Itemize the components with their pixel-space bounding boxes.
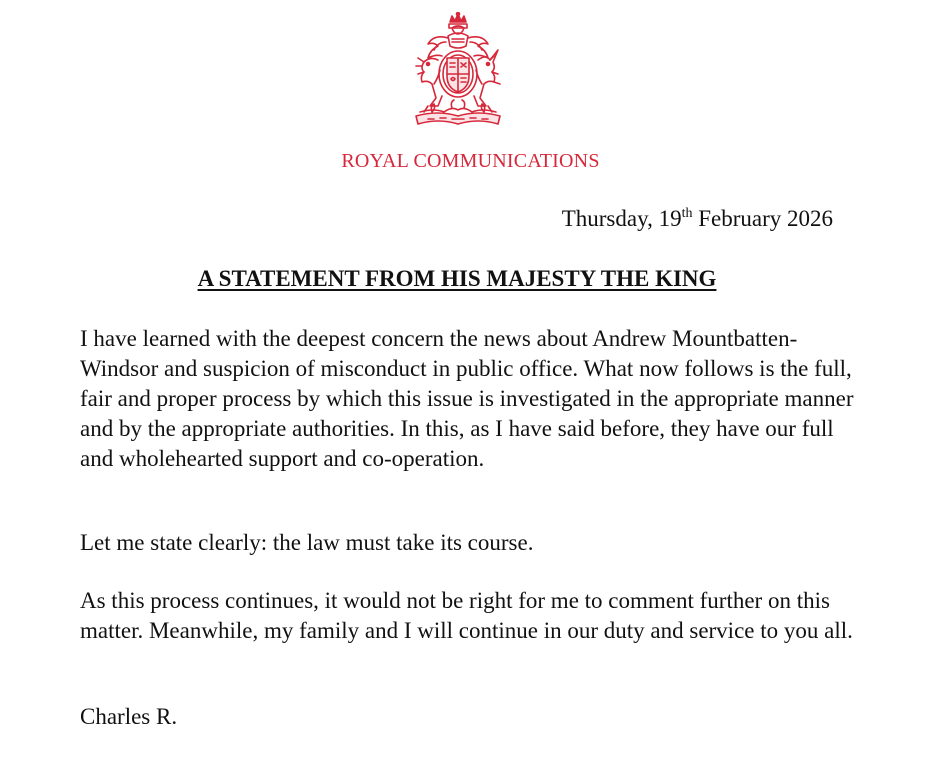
statement-paragraph: As this process continues, it would not be right for me to comment further on this matter. Meanwhile, my family and I will continue in our duty and service to you all. (80, 588, 853, 643)
statement-title: A STATEMENT FROM HIS MAJESTY THE KING (197, 266, 717, 291)
statement-date (562, 206, 833, 232)
signature: Charles R. (80, 704, 178, 729)
royal-coat-of-arms-icon (394, 12, 522, 130)
statement-paragraph: Let me state clearly: the law must take its course. (80, 530, 534, 555)
date-ordinal-suffix: th (681, 206, 693, 221)
date-rest: February 2026 (692, 206, 833, 231)
date-prefix: Thursday, 19 (561, 206, 682, 231)
statement-paragraph: I have learned with the deepest concern the news about Andrew Mountbatten-Windsor and suspicion of misconduct in public office. What now follows is the full, fair and proper process by which this issue is investigated in the appropriate manner and by the appropriate authorities. In this, as I have said before, they have our full and wholehearted support and co-operation. (80, 326, 854, 471)
organisation-name: ROYAL COMMUNICATIONS (341, 150, 600, 172)
